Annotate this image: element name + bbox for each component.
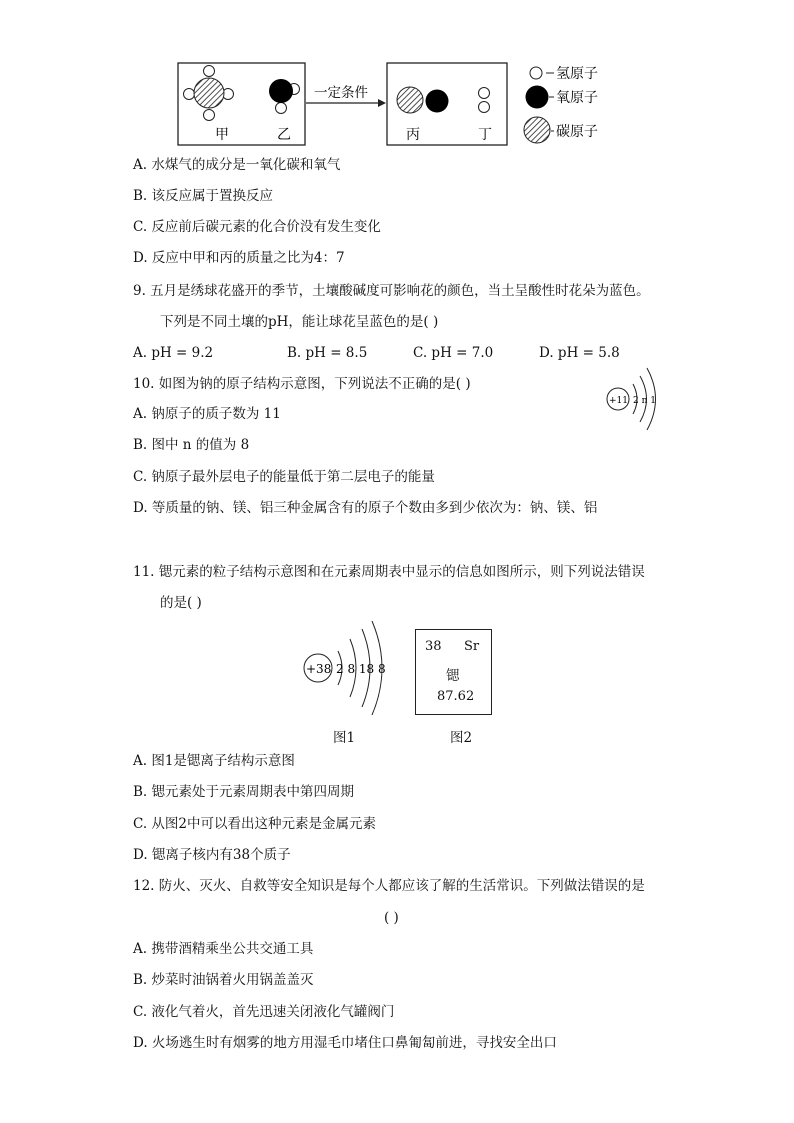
strontium-nucleus: +38 — [306, 662, 332, 676]
methane-molecule — [184, 66, 234, 121]
q12-option-d: D. 火场逃生时有烟雾的地方用湿毛巾堵住口鼻匍匐前进，寻找安全出口 — [133, 1035, 557, 1051]
q8-option-a: A. 水煤气的成分是一氧化碳和氧气 — [133, 157, 341, 173]
q9-option-c: C. pH = 7.0 — [413, 345, 494, 361]
label-bing: 丙 — [406, 127, 420, 143]
q11-stem-line2: 的是( ) — [160, 595, 202, 611]
q9-option-b: B. pH = 8.5 — [287, 345, 368, 361]
arrow-label: 一定条件 — [314, 85, 368, 101]
periodic-table-cell — [415, 629, 492, 715]
fig1-caption: 图1 — [333, 730, 356, 746]
q11-stem-line1: 11. 锶元素的粒子结构示意图和在元素周期表中显示的信息如图所示，则下列说法错误 — [133, 564, 645, 580]
label-jia: 甲 — [215, 127, 229, 143]
q10-option-c: C. 钠原子最外层电子的能量低于第二层电子的能量 — [133, 469, 435, 485]
strontium-shells: 2 8 18 8 — [336, 662, 386, 676]
q11-option-a: A. 图1是锶离子结构示意图 — [133, 753, 295, 769]
q9-option-a: A. pH = 9.2 — [133, 345, 214, 361]
sodium-shells: 2 n 1 — [633, 396, 656, 406]
q12-stem-line2: ( ) — [384, 910, 399, 926]
q11-option-d: D. 锶离子核内有38个质子 — [133, 847, 291, 863]
reaction-figure — [170, 55, 630, 155]
q9-stem-line2: 下列是不同土壤的pH，能让球花呈蓝色的是( ) — [160, 314, 439, 330]
q10-stem: 10. 如图为钠的原子结构示意图，下列说法不正确的是( ) — [133, 376, 471, 392]
q11-option-b: B. 锶元素处于元素周期表中第四周期 — [133, 784, 355, 800]
q11-option-c: C. 从图2中可以看出这种元素是金属元素 — [133, 816, 377, 832]
water-molecule — [269, 79, 300, 114]
q10-option-a: A. 钠原子的质子数为 11 — [133, 406, 281, 422]
q12-option-c: C. 液化气着火，首先迅速关闭液化气罐阀门 — [133, 1004, 395, 1020]
element-name: 锶 — [446, 668, 460, 684]
element-symbol: Sr — [464, 639, 480, 654]
legend-hydrogen: 氢原子 — [556, 66, 598, 82]
q8-option-c: C. 反应前后碳元素的化合价没有发生变化 — [133, 219, 381, 235]
legend — [524, 66, 598, 143]
q9-option-d: D. pH = 5.8 — [539, 345, 620, 361]
legend-oxygen: 氧原子 — [556, 90, 598, 106]
label-yi: 乙 — [277, 127, 291, 143]
label-ding: 丁 — [478, 127, 492, 143]
q8-option-b: B. 该反应属于置换反应 — [133, 188, 274, 204]
q10-option-d: D. 等质量的钠、镁、铝三种金属含有的原子个数由多到少依次为：钠、镁、铝 — [133, 500, 598, 516]
q8-option-d: D. 反应中甲和丙的质量之比为4：7 — [133, 250, 345, 266]
q12-option-b: B. 炒菜时油锅着火用锅盖盖灭 — [133, 972, 314, 988]
q10-option-b: B. 图中 n 的值为 8 — [133, 437, 250, 453]
q9-stem-line1: 9. 五月是绣球花盛开的季节，土壤酸碱度可影响花的颜色，当土呈酸性时花朵为蓝色。 — [133, 283, 650, 299]
atomic-number: 38 — [425, 639, 442, 654]
q12-option-a: A. 携带酒精乘坐公共交通工具 — [133, 941, 314, 957]
co-molecule — [397, 87, 449, 113]
legend-carbon: 碳原子 — [556, 124, 598, 140]
h2-molecule — [479, 88, 490, 113]
strontium-ion-diagram — [298, 615, 398, 725]
sodium-nucleus: +11 — [609, 396, 628, 406]
atomic-mass: 87.62 — [437, 689, 475, 704]
fig2-caption: 图2 — [450, 730, 473, 746]
sodium-atom-diagram — [600, 362, 670, 442]
q12-stem-line1: 12. 防火、灭火、自救等安全知识是每个人都应该了解的生活常识。下列做法错误的是 — [133, 878, 645, 894]
